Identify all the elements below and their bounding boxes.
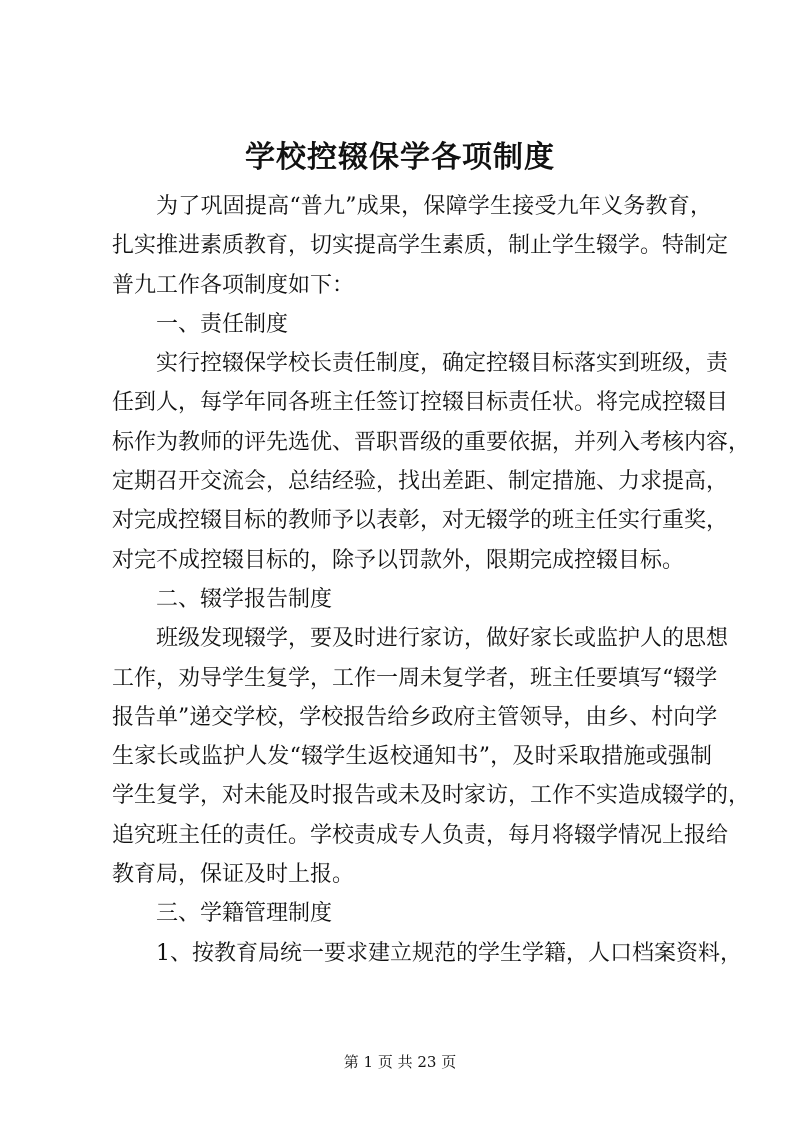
paragraph-line: 对完不成控辍目标的，除予以罚款外，限期完成控辍目标。	[112, 547, 685, 573]
paragraph-line: 对完成控辍目标的教师予以表彰，对无辍学的班主任实行重奖，	[112, 508, 729, 534]
paragraph-line: 任到人，每学年同各班主任签订控辍目标责任状。将完成控辍目	[112, 390, 729, 416]
paragraph-line: 报告单”递交学校，学校报告给乡政府主管领导，由乡、村向学	[112, 704, 718, 730]
paragraph-line: 标作为教师的评先选优、晋职晋级的重要依据，并列入考核内容，	[112, 429, 751, 455]
paragraph-line: 生家长或监护人发“辍学生返校通知书”，及时采取措施或强制	[112, 744, 712, 770]
paragraph-line: 追究班主任的责任。学校责成专人负责，每月将辍学情况上报给	[112, 822, 729, 848]
paragraph-line: 工作，劝导学生复学，工作一周未复学者，班主任要填写“辍学	[112, 665, 718, 691]
paragraph-line: 三、学籍管理制度	[156, 901, 333, 927]
paragraph-line: 班级发现辍学，要及时进行家访，做好家长或监护人的思想	[156, 626, 729, 652]
paragraph-line: 定期召开交流会，总结经验，找出差距、制定措施、力求提高，	[112, 469, 729, 495]
paragraph-line: 实行控辍保学校长责任制度，确定控辍目标落实到班级，责	[156, 351, 729, 377]
paragraph-line: 扎实推进素质教育，切实提高学生素质，制止学生辍学。特制定	[112, 233, 729, 259]
paragraph-line: 学生复学，对未能及时报告或未及时家访，工作不实造成辍学的，	[112, 783, 751, 809]
paragraph-line: 二、辍学报告制度	[156, 586, 333, 612]
paragraph-line: 教育局，保证及时上报。	[112, 862, 355, 888]
document-body	[112, 187, 751, 973]
paragraph-line: 1、按教育局统一要求建立规范的学生学籍，人口档案资料，	[156, 940, 742, 966]
page-footer: 第 1 页 共 23 页	[343, 1053, 457, 1071]
paragraph-line: 为了巩固提高“普九”成果，保障学生接受九年义务教育，	[156, 194, 712, 219]
paragraph-line: 一、责任制度	[156, 311, 289, 337]
document-title: 学校控辍保学各项制度	[245, 140, 555, 175]
paragraph-line: 普九工作各项制度如下：	[112, 272, 355, 298]
